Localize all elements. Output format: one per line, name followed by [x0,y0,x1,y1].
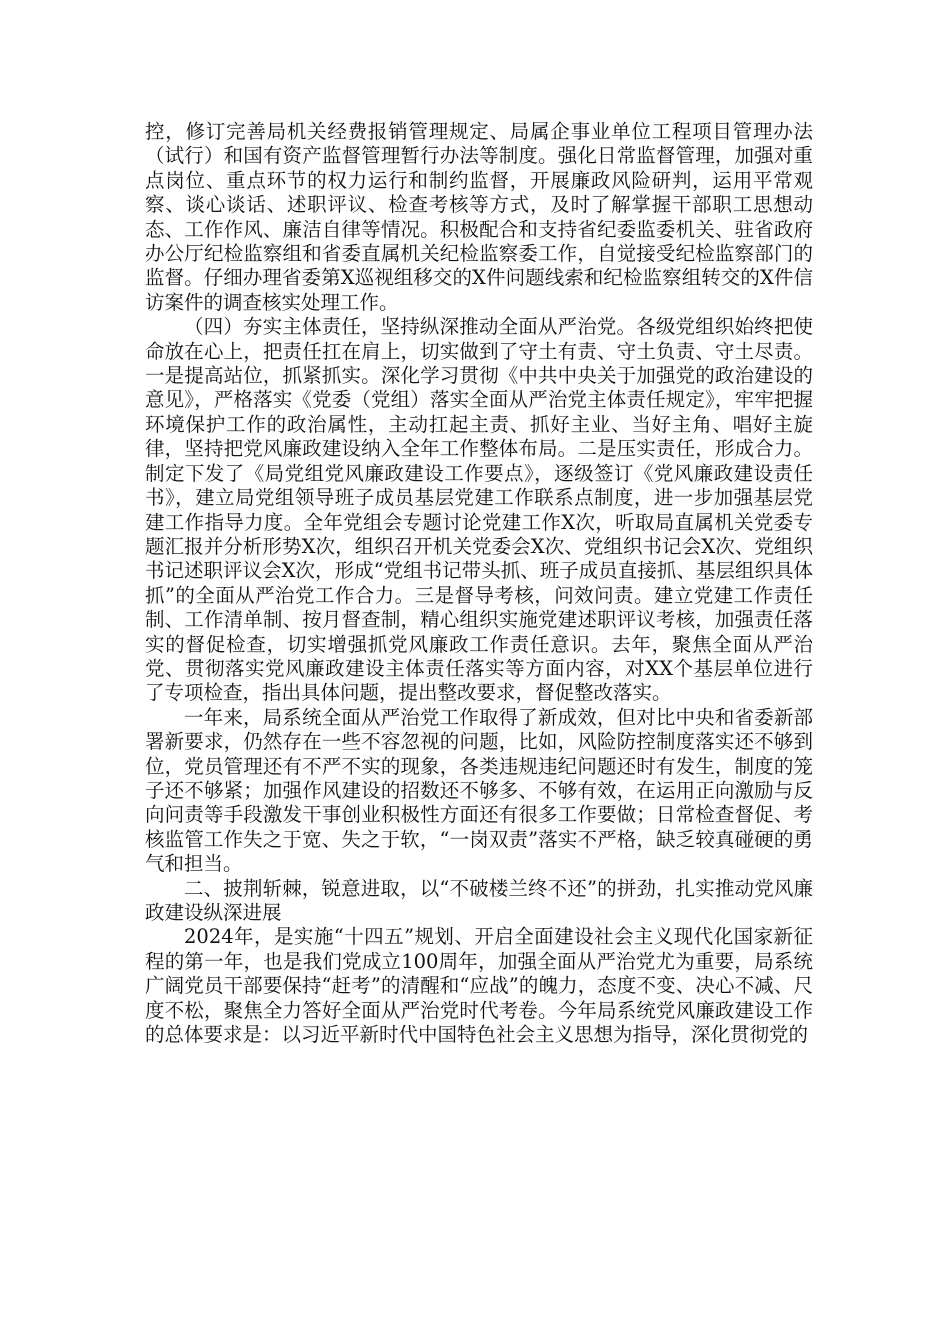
document-page [145,120,813,1047]
section-heading-2: 二、披荆斩棘，锐意进取，以“不破楼兰终不还”的拼劲，扎实推动党风廉政建设纵深进展 [145,876,813,924]
paragraph-2: （四）夯实主体责任，坚持纵深推动全面从严治党。各级党组织始终把使命放在心上，把责任扛在肩上，切实做到了守土有责、守土负责、守土尽责。一是提高站位，抓紧抓实。深化学习贯彻《中共中央关于加强党的政治建设的意见》，严格落实《党委（党组）落实全面从严治党主体责任规定》，牢牢把握环境保护工作的政治属性，主动扛起主责、抓好主业、当好主角、唱好主旋律，坚持把党风廉政建设纳入全年工作整体布局。二是压实责任，形成合力。制定下发了《局党组党风廉政建设工作要点》，逐级签订《党风廉政建设责任书》，建立局党组领导班子成员基层党建工作联系点制度，进一步加强基层党建工作指导力度。全年党组会专题讨论党建工作X次，听取局直属机关党委专题汇报并分析形势X次，组织召开机关党委会X次、党组织书记会X次、党组织书记述职评议会X次，形成“党组书记带头抓、班子成员直接抓、基层组织具体抓”的全面从严治党工作合力。三是督导考核，问效问责。建立党建工作责任制、工作清单制、按月督查制，精心组织实施党建述职评议考核，加强责任落实的督促检查，切实增强抓党风廉政工作责任意识。去年，聚焦全面从严治党、贯彻落实党风廉政建设主体责任落实等方面内容，对XX个基层单位进行了专项检查，指出具体问题，提出整改要求，督促整改落实。 [145,315,813,705]
paragraph-4: 2024年，是实施“十四五”规划、开启全面建设社会主义现代化国家新征程的第一年，也是我们党成立100周年，加强全面从严治党尤为重要，局系统广阔党员干部要保持“赶考”的清醒和“应战”的魄力，态度不变、决心不减、尺度不松，聚焦全力答好全面从严治党时代考卷。今年局系统党风廉政建设工作的总体要求是：以习近平新时代中国特色社会主义思想为指导，深化贯彻党的 [145,925,813,1047]
paragraph-1: 控，修订完善局机关经费报销管理规定、局属企事业单位工程项目管理办法（试行）和国有资产监督管理暂行办法等制度。强化日常监督管理，加强对重点岗位、重点环节的权力运行和制约监督，开展廉政风险研判，运用平常观察、谈心谈话、述职评议、检查考核等方式，及时了解掌握干部职工思想动态、工作作风、廉洁自律等情况。积极配合和支持省纪委监委机关、驻省政府办公厅纪检监察组和省委直属机关纪检监察委工作，自觉接受纪检监察部门的监督。仔细办理省委第X巡视组移交的X件问题线索和纪检监察组转交的X件信访案件的调查核实处理工作。 [145,120,813,314]
paragraph-3: 一年来，局系统全面从严治党工作取得了新成效，但对比中央和省委新部署新要求，仍然存在一些不容忽视的问题，比如，风险防控制度落实还不够到位，党员管理还有不严不实的现象，各类违规违纪问题还时有发生，制度的笼子还不够紧；加强作风建设的招数还不够多、不够有效，在运用正向激励与反向问责等手段激发干事创业积极性方面还有很多工作要做；日常检查督促、考核监管工作失之于宽、失之于软，“一岗双责”落实不严格，缺乏较真碰硬的勇气和担当。 [145,705,813,876]
